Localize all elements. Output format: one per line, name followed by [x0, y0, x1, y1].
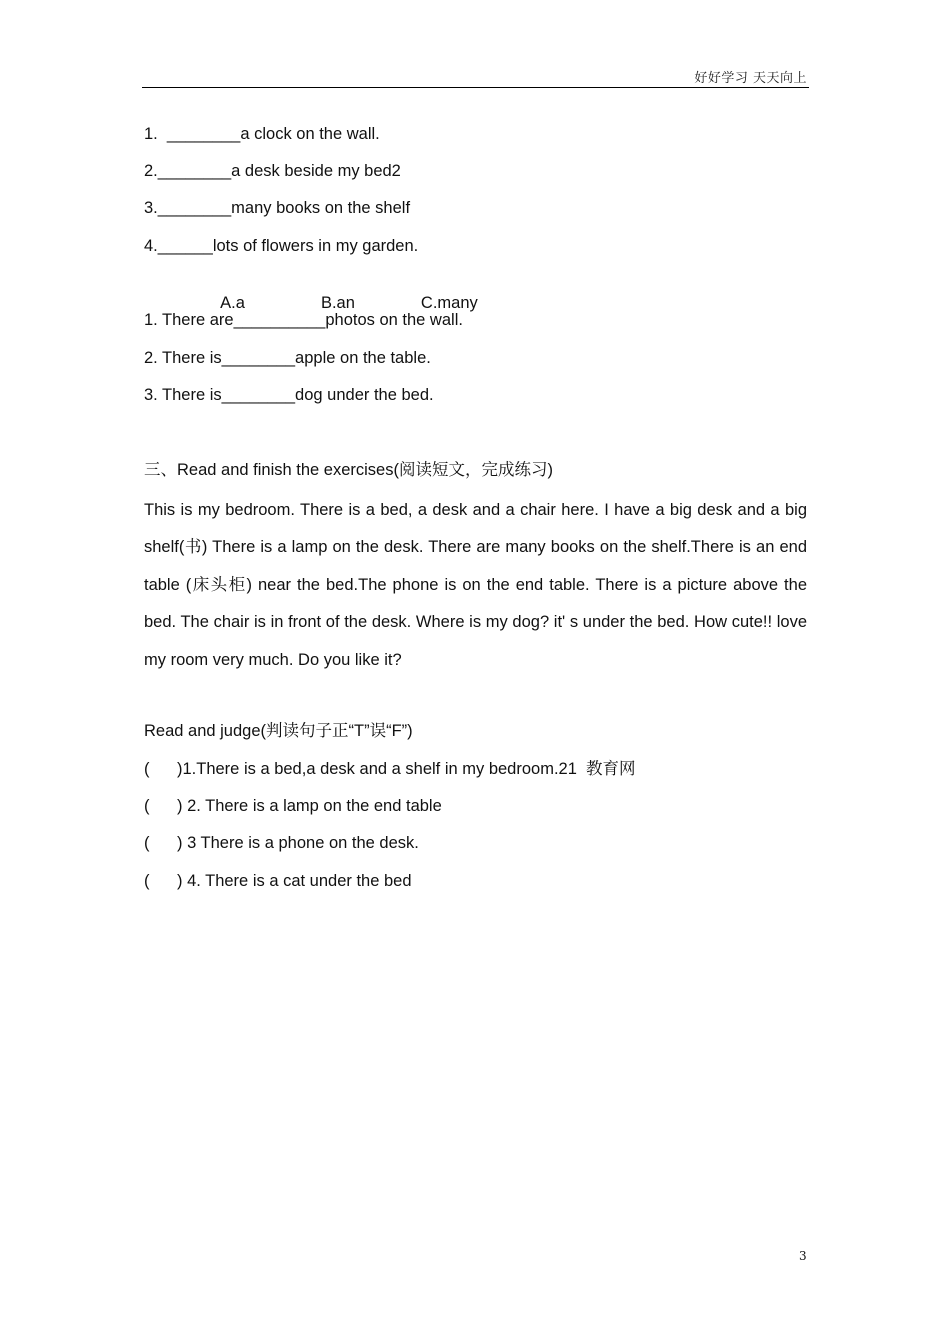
choose-item-2: 2. There is________apple on the table.: [144, 349, 431, 367]
choose-item-1: 1. There are__________photos on the wall.: [144, 311, 463, 329]
judge-title: Read and judge(判读句子正“T”误“F”): [144, 722, 413, 740]
judge-item-4: ( ) 4. There is a cat under the bed: [144, 872, 412, 890]
section-title: 三、Read and finish the exercises(阅读短文，完成练习): [144, 461, 553, 479]
fill-blank-3: 3.________many books on the shelf: [144, 199, 411, 217]
fill-blank-2: 2.________a desk beside my bed2: [144, 162, 401, 180]
judge-item-1: ( )1.There is a bed,a desk and a shelf in my bedroom.21 教育网: [144, 760, 636, 778]
option-b: B.an: [320, 294, 355, 312]
judge-item-2: ( ) 2. There is a lamp on the end table: [144, 797, 442, 815]
fill-blank-1: 1. ________a clock on the wall.: [144, 125, 380, 143]
fill-blank-4: 4.______lots of flowers in my garden.: [144, 237, 419, 255]
judge-item-3: ( ) 3 There is a phone on the desk.: [144, 834, 419, 852]
header-motto: 好好学习 天天向上: [694, 71, 807, 86]
answer-options: [211, 273, 478, 313]
page-number: 3: [799, 1249, 807, 1263]
choose-item-3: 3. There is________dog under the bed.: [144, 386, 434, 404]
header-rule: [142, 87, 809, 88]
reading-passage: This is my bedroom. There is a bed, a desk and a chair here. I have a big desk and a big shelf(书) There is a lamp on the desk. There are many books on the shelf.There is an end table (床头柜) near the bed.The phone is on the end table. There is a picture above the bed. The chair is in front of the desk. Where is my dog? it' s under the bed. How cute!! love my room very much. Do you like it?: [144, 501, 807, 669]
option-c: C.many: [420, 294, 478, 312]
option-a: A.a: [220, 294, 245, 312]
